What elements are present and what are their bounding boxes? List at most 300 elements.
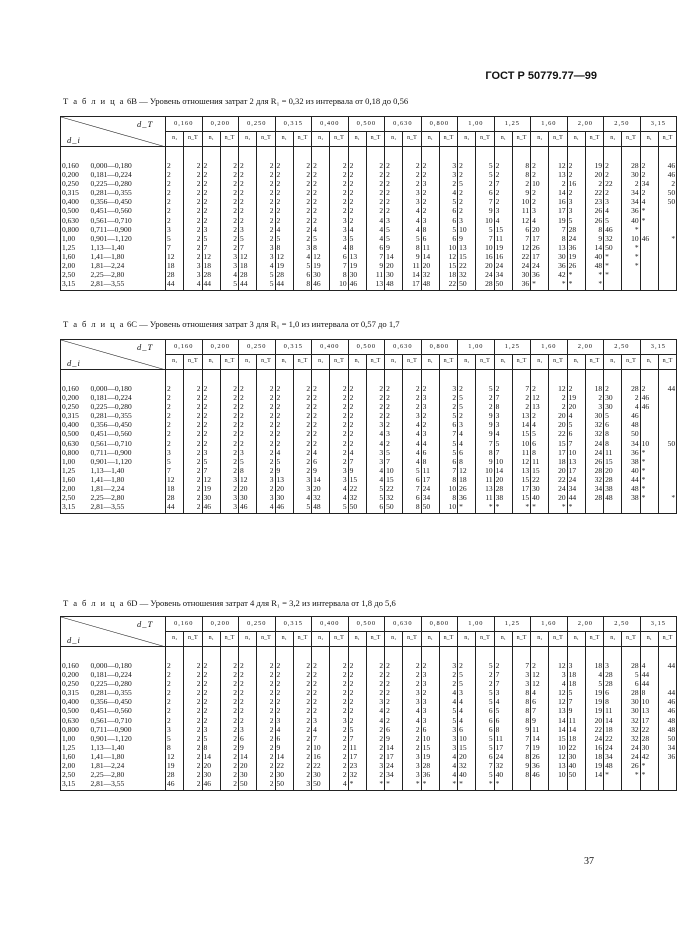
subheader-n1: n₁ <box>458 355 476 370</box>
interval-range: 0,225—0,280 <box>89 402 166 411</box>
table-cell: 2 <box>257 448 275 457</box>
table-cell: 2 <box>202 429 220 438</box>
table-cell: 3 <box>604 197 622 206</box>
di-value: 1,25 <box>61 243 89 252</box>
caption-text: 6D — Уровень отношения затрат 4 для R₁ = 3,2 из интервала от 1,8 до 5,6 <box>124 598 396 608</box>
subheader-n1: n₁ <box>567 632 585 647</box>
table-cell: 5 <box>293 502 311 514</box>
table-cell: 9 <box>385 243 403 252</box>
subheader-nt: n_T <box>585 632 603 647</box>
table-cell: 5 <box>458 679 476 688</box>
table-cell: 44 <box>166 502 184 514</box>
subheader-nt: n_T <box>585 132 603 147</box>
table-cell: 4 <box>622 402 640 411</box>
table-cell: 36 <box>531 270 549 279</box>
table-cell: * <box>640 448 658 457</box>
table-cell: 2 <box>239 147 257 171</box>
table-cell: 2 <box>531 188 549 197</box>
table-cell: 2 <box>330 393 348 402</box>
table-cell: 2 <box>220 188 238 197</box>
table-cell: 28 <box>166 270 184 279</box>
table-cell: 30 <box>239 493 257 502</box>
table-cell: 2 <box>366 734 384 743</box>
di-value: 0,200 <box>61 393 89 402</box>
table-cell: 2 <box>494 147 512 171</box>
table-cell: * <box>622 252 640 261</box>
table-cell: 4 <box>366 225 384 234</box>
interval-range: 1,13—1,40 <box>89 743 166 752</box>
interval-range: 1,81—2,24 <box>89 484 166 493</box>
table-cell: 2 <box>312 647 330 671</box>
di-value: 0,400 <box>61 420 89 429</box>
table-cell: 30 <box>385 270 403 279</box>
table-cell: 6 <box>476 706 494 715</box>
table-cell: 23 <box>585 197 603 206</box>
interval-range: 1,81—2,24 <box>89 261 166 270</box>
subheader-nt: n_T <box>658 355 676 370</box>
table-cell: 2 <box>257 647 275 671</box>
table-cell: 14 <box>604 716 622 725</box>
table-cell: 18 <box>585 370 603 394</box>
interval-range: 0,281—0,355 <box>89 188 166 197</box>
table-cell: 2 <box>293 402 311 411</box>
table-cell: 3 <box>220 475 238 484</box>
table-cell: 2 <box>293 411 311 420</box>
table-cell: 20 <box>549 493 567 502</box>
table-cell: 2 <box>330 370 348 394</box>
table-cell: 2 <box>293 761 311 770</box>
table-cell: 3 <box>166 225 184 234</box>
table-cell: 2 <box>330 439 348 448</box>
table-cell: 8 <box>293 279 311 291</box>
table-cell: 10 <box>640 439 658 448</box>
table-cell: * <box>458 779 476 791</box>
di-value: 2,50 <box>61 493 89 502</box>
table-cell: 15 <box>531 466 549 475</box>
table-cell: 2 <box>202 179 220 188</box>
table-cell: 2 <box>385 697 403 706</box>
table-cell: 10 <box>476 243 494 252</box>
table-row <box>61 206 677 215</box>
table-cell: 3 <box>439 743 457 752</box>
table-cell: 2 <box>366 670 384 679</box>
table-cell: 10 <box>622 234 640 243</box>
table-cell: 2 <box>239 647 257 671</box>
table-cell: 2 <box>366 679 384 688</box>
table-cell: 46 <box>202 502 220 514</box>
di-value: 0,800 <box>61 725 89 734</box>
table-cell: 26 <box>585 206 603 215</box>
table-cell: 4 <box>293 252 311 261</box>
table-cell: 2 <box>257 761 275 770</box>
table-cell: * <box>549 502 567 514</box>
table-cell: 8 <box>494 402 512 411</box>
table-cell: 11 <box>494 734 512 743</box>
table-cell: 2 <box>184 402 202 411</box>
table-cell: 3 <box>421 393 439 402</box>
table-cell: 44 <box>166 279 184 291</box>
table-cell: 4 <box>293 493 311 502</box>
table-cell: 24 <box>622 743 640 752</box>
table-cell: * <box>658 493 676 502</box>
interval-range: 2,25—2,80 <box>89 270 166 279</box>
table-cell: 3 <box>366 420 384 429</box>
interval-range: 1,41—1,80 <box>89 252 166 261</box>
table-cell: 2 <box>220 420 238 429</box>
table-cell: 28 <box>202 270 220 279</box>
table-cell: 6 <box>458 448 476 457</box>
table-cell: * <box>622 225 640 234</box>
table-cell: 30 <box>202 770 220 779</box>
table-cell: 11 <box>531 725 549 734</box>
table-cell: 2 <box>458 647 476 671</box>
table-cell: 14 <box>585 770 603 779</box>
table-cell: 6 <box>366 243 384 252</box>
table-row <box>61 370 677 394</box>
table-cell: 4 <box>531 216 549 225</box>
subheader-n1: n₁ <box>604 632 622 647</box>
table-cell: 2 <box>257 725 275 734</box>
table-cell: 2 <box>330 647 348 671</box>
table-cell: 7 <box>439 429 457 438</box>
table-cell: 12 <box>202 252 220 261</box>
table-cell: 22 <box>531 475 549 484</box>
subheader-nt: n_T <box>366 355 384 370</box>
interval-range: 0,356—0,450 <box>89 697 166 706</box>
table-cell: 13 <box>476 484 494 493</box>
table-cell: 2 <box>257 457 275 466</box>
di-value: 0,160 <box>61 370 89 394</box>
table-cell: 3 <box>330 466 348 475</box>
table-cell: 6 <box>439 420 457 429</box>
table-cell: 4 <box>458 697 476 706</box>
table-cell: 2 <box>348 429 366 438</box>
table-cell: 30 <box>275 493 293 502</box>
table-cell: 2 <box>202 206 220 215</box>
table-cell: 2 <box>312 206 330 215</box>
table-cell: 2 <box>585 393 603 402</box>
table-cell: 4 <box>257 502 275 514</box>
table-cell: * <box>640 475 658 484</box>
table-cell: * <box>640 466 658 475</box>
table-cell: 34 <box>622 188 640 197</box>
interval-range: 2,81—3,55 <box>89 279 166 291</box>
table-cell: 2 <box>275 429 293 438</box>
subheader-nt: n_T <box>403 355 421 370</box>
table-cell: 32 <box>585 420 603 429</box>
table-cell: 2 <box>220 206 238 215</box>
table-cell: 12 <box>512 216 530 225</box>
table-cell: 10 <box>567 448 585 457</box>
table-cell: 2 <box>220 234 238 243</box>
table-cell: 2 <box>239 370 257 394</box>
column-header: 0,800 <box>421 617 458 632</box>
table-cell: 2 <box>184 188 202 197</box>
interval-range: 0,561—0,710 <box>89 716 166 725</box>
table-cell: 3 <box>366 761 384 770</box>
table-cell: 2 <box>312 393 330 402</box>
table-cell: 2 <box>366 170 384 179</box>
table-cell: 40 <box>567 761 585 770</box>
di-value: 3,15 <box>61 279 89 291</box>
table-cell: 6 <box>458 725 476 734</box>
column-header: 2,50 <box>604 340 641 355</box>
table-cell <box>640 420 658 429</box>
interval-range: 0,281—0,355 <box>89 411 166 420</box>
table-cell: 12 <box>166 475 184 484</box>
table-cell: 17 <box>512 484 530 493</box>
table-cell: 34 <box>640 179 658 188</box>
header-row <box>61 340 677 355</box>
table-cell: 2 <box>458 147 476 171</box>
table-cell: 15 <box>604 457 622 466</box>
table-cell: 2 <box>458 170 476 179</box>
table-cell: 4 <box>458 716 476 725</box>
table-cell: 2 <box>239 420 257 429</box>
table-cell: 2 <box>366 370 384 394</box>
table-cell: 19 <box>585 697 603 706</box>
table-cell: 6 <box>494 716 512 725</box>
table-row <box>61 752 677 761</box>
table-cell <box>658 402 676 411</box>
table-cell: 2 <box>275 170 293 179</box>
corner-di-label: d_i <box>67 635 81 645</box>
subheader-n1: n₁ <box>531 355 549 370</box>
table-cell <box>512 779 530 791</box>
column-header: 0,315 <box>275 340 312 355</box>
table-cell: 2 <box>166 188 184 197</box>
table-cell: 2 <box>184 734 202 743</box>
table-cell <box>640 243 658 252</box>
table-caption <box>63 96 408 106</box>
table-cell: * <box>604 252 622 261</box>
subheader-n1: n₁ <box>531 132 549 147</box>
table-cell: 10 <box>421 734 439 743</box>
table-cell: 4 <box>458 706 476 715</box>
table-cell: 3 <box>166 725 184 734</box>
table-cell: 9 <box>239 743 257 752</box>
table-cell: * <box>366 779 384 791</box>
table-cell: 2 <box>166 147 184 171</box>
table-cell: 23 <box>348 761 366 770</box>
table-cell: 2 <box>220 429 238 438</box>
table-cell: 3 <box>239 448 257 457</box>
table-cell: 20 <box>202 761 220 770</box>
table-cell: 2 <box>348 206 366 215</box>
table-cell: 19 <box>494 243 512 252</box>
table-cell: 46 <box>658 170 676 179</box>
table-cell: 4 <box>458 439 476 448</box>
table-cell: 22 <box>348 484 366 493</box>
di-value: 0,160 <box>61 147 89 171</box>
table-cell: 6 <box>476 725 494 734</box>
table-cell: 2 <box>220 761 238 770</box>
table-cell: 30 <box>622 706 640 715</box>
table-cell: 9 <box>348 466 366 475</box>
table-cell: 5 <box>239 457 257 466</box>
subheader-nt: n_T <box>622 132 640 147</box>
table-cell: 17 <box>348 752 366 761</box>
table-cell: 14 <box>385 743 403 752</box>
table-cell: 24 <box>567 475 585 484</box>
table-cell: 32 <box>348 493 366 502</box>
table-cell: * <box>585 279 603 291</box>
di-value: 2,00 <box>61 261 89 270</box>
table-cell: 2 <box>257 197 275 206</box>
table-cell: 2 <box>293 225 311 234</box>
table-row <box>61 716 677 725</box>
table-cell: 2 <box>312 420 330 429</box>
table-cell: 2 <box>275 206 293 215</box>
table-cell: 6 <box>239 734 257 743</box>
caption-label: Т а б л и ц а <box>63 319 125 329</box>
cost-ratio-table <box>60 339 677 514</box>
table-cell: 8 <box>512 170 530 179</box>
table-cell: 2 <box>220 484 238 493</box>
table-cell: 8 <box>585 225 603 234</box>
table-cell: * <box>421 779 439 791</box>
di-value: 0,200 <box>61 670 89 679</box>
di-value: 1,60 <box>61 252 89 261</box>
table-cell: 5 <box>604 411 622 420</box>
table-cell: 19 <box>275 261 293 270</box>
table-row <box>61 429 677 438</box>
table-cell: 8 <box>512 688 530 697</box>
table-cell <box>640 252 658 261</box>
table-cell: 2 <box>293 393 311 402</box>
table-cell: 20 <box>312 484 330 493</box>
table-cell: 12 <box>531 670 549 679</box>
subheader-nt: n_T <box>220 632 238 647</box>
table-cell: 28 <box>166 493 184 502</box>
column-header: 2,50 <box>604 117 641 132</box>
table-cell: 2 <box>622 179 640 188</box>
subheader-nt: n_T <box>293 355 311 370</box>
table-cell: 14 <box>385 252 403 261</box>
table-cell: 2 <box>330 706 348 715</box>
table-cell: 3 <box>549 670 567 679</box>
table-cell: 2 <box>220 697 238 706</box>
table-cell: 2 <box>257 188 275 197</box>
corner-cell <box>61 340 166 370</box>
table-cell: 9 <box>476 420 494 429</box>
table-cell: 46 <box>622 411 640 420</box>
table-cell: 20 <box>458 752 476 761</box>
table-cell: 2 <box>312 170 330 179</box>
table-cell: 9 <box>476 457 494 466</box>
table-cell: 8 <box>512 147 530 171</box>
table-cell: 9 <box>403 252 421 261</box>
table-cell: 30 <box>640 743 658 752</box>
table-cell <box>658 679 676 688</box>
table-cell: * <box>640 493 658 502</box>
table-cell: 15 <box>512 475 530 484</box>
interval-range: 0,000—0,180 <box>89 147 166 171</box>
table-cell: 2 <box>275 197 293 206</box>
subheader-n1: n₁ <box>348 132 366 147</box>
table-cell: 4 <box>312 725 330 734</box>
table-cell: 3 <box>293 475 311 484</box>
table-cell: 2 <box>275 370 293 394</box>
table-row <box>61 502 677 514</box>
table-cell: 19 <box>312 261 330 270</box>
subheader-nt: n_T <box>366 632 384 647</box>
table-cell: 2 <box>293 752 311 761</box>
table-cell: 2 <box>330 770 348 779</box>
table-cell: 32 <box>458 270 476 279</box>
table-cell: 2 <box>293 188 311 197</box>
table-cell: 36 <box>549 261 567 270</box>
table-row <box>61 234 677 243</box>
table-cell: 5 <box>385 225 403 234</box>
table-cell: 2 <box>184 448 202 457</box>
table-cell: 24 <box>622 752 640 761</box>
subheader-n1: n₁ <box>239 632 257 647</box>
table-cell: 34 <box>622 439 640 448</box>
table-cell: 2 <box>366 188 384 197</box>
table-cell: 17 <box>531 234 549 243</box>
table-row <box>61 706 677 715</box>
table-cell: 44 <box>658 647 676 671</box>
column-header: 2,00 <box>567 617 604 632</box>
table-cell: 22 <box>567 743 585 752</box>
table-cell: 2 <box>202 439 220 448</box>
table-cell: 2 <box>166 688 184 697</box>
table-cell: 7 <box>385 457 403 466</box>
table-cell: 13 <box>531 402 549 411</box>
table-cell: 2 <box>184 420 202 429</box>
table-cell: 14 <box>549 716 567 725</box>
table-cell: 46 <box>640 402 658 411</box>
table-cell: 5 <box>166 234 184 243</box>
table-cell: 18 <box>239 261 257 270</box>
table-cell: 5 <box>348 234 366 243</box>
subheader-n1: n₁ <box>567 355 585 370</box>
di-value: 1,00 <box>61 234 89 243</box>
table-cell: 3 <box>512 679 530 688</box>
table-cell: 5 <box>531 429 549 438</box>
table-cell: 2 <box>330 697 348 706</box>
table-cell: 6 <box>476 752 494 761</box>
table-cell: 2 <box>567 370 585 394</box>
table-cell: 2 <box>220 370 238 394</box>
di-value: 1,25 <box>61 743 89 752</box>
column-header: 0,500 <box>348 340 385 355</box>
table-cell: 4 <box>439 761 457 770</box>
di-value: 1,60 <box>61 752 89 761</box>
table-cell: 10 <box>458 734 476 743</box>
table-cell: 4 <box>439 752 457 761</box>
table-cell: 7 <box>512 734 530 743</box>
table-cell: 20 <box>239 761 257 770</box>
table-cell: 12 <box>275 252 293 261</box>
interval-range: 2,25—2,80 <box>89 493 166 502</box>
table-cell: * <box>640 770 658 779</box>
table-row <box>61 484 677 493</box>
table-cell: 2 <box>293 647 311 671</box>
table-cell <box>604 779 622 791</box>
subheader-n1: n₁ <box>312 132 330 147</box>
table-cell: 2 <box>312 370 330 394</box>
table-row <box>61 420 677 429</box>
table-cell: 30 <box>275 770 293 779</box>
table-cell: 2 <box>257 420 275 429</box>
di-value: 0,315 <box>61 188 89 197</box>
table-cell: 5 <box>476 697 494 706</box>
interval-range: 0,356—0,450 <box>89 197 166 206</box>
table-cell: 2 <box>312 402 330 411</box>
table-cell: 2 <box>166 402 184 411</box>
